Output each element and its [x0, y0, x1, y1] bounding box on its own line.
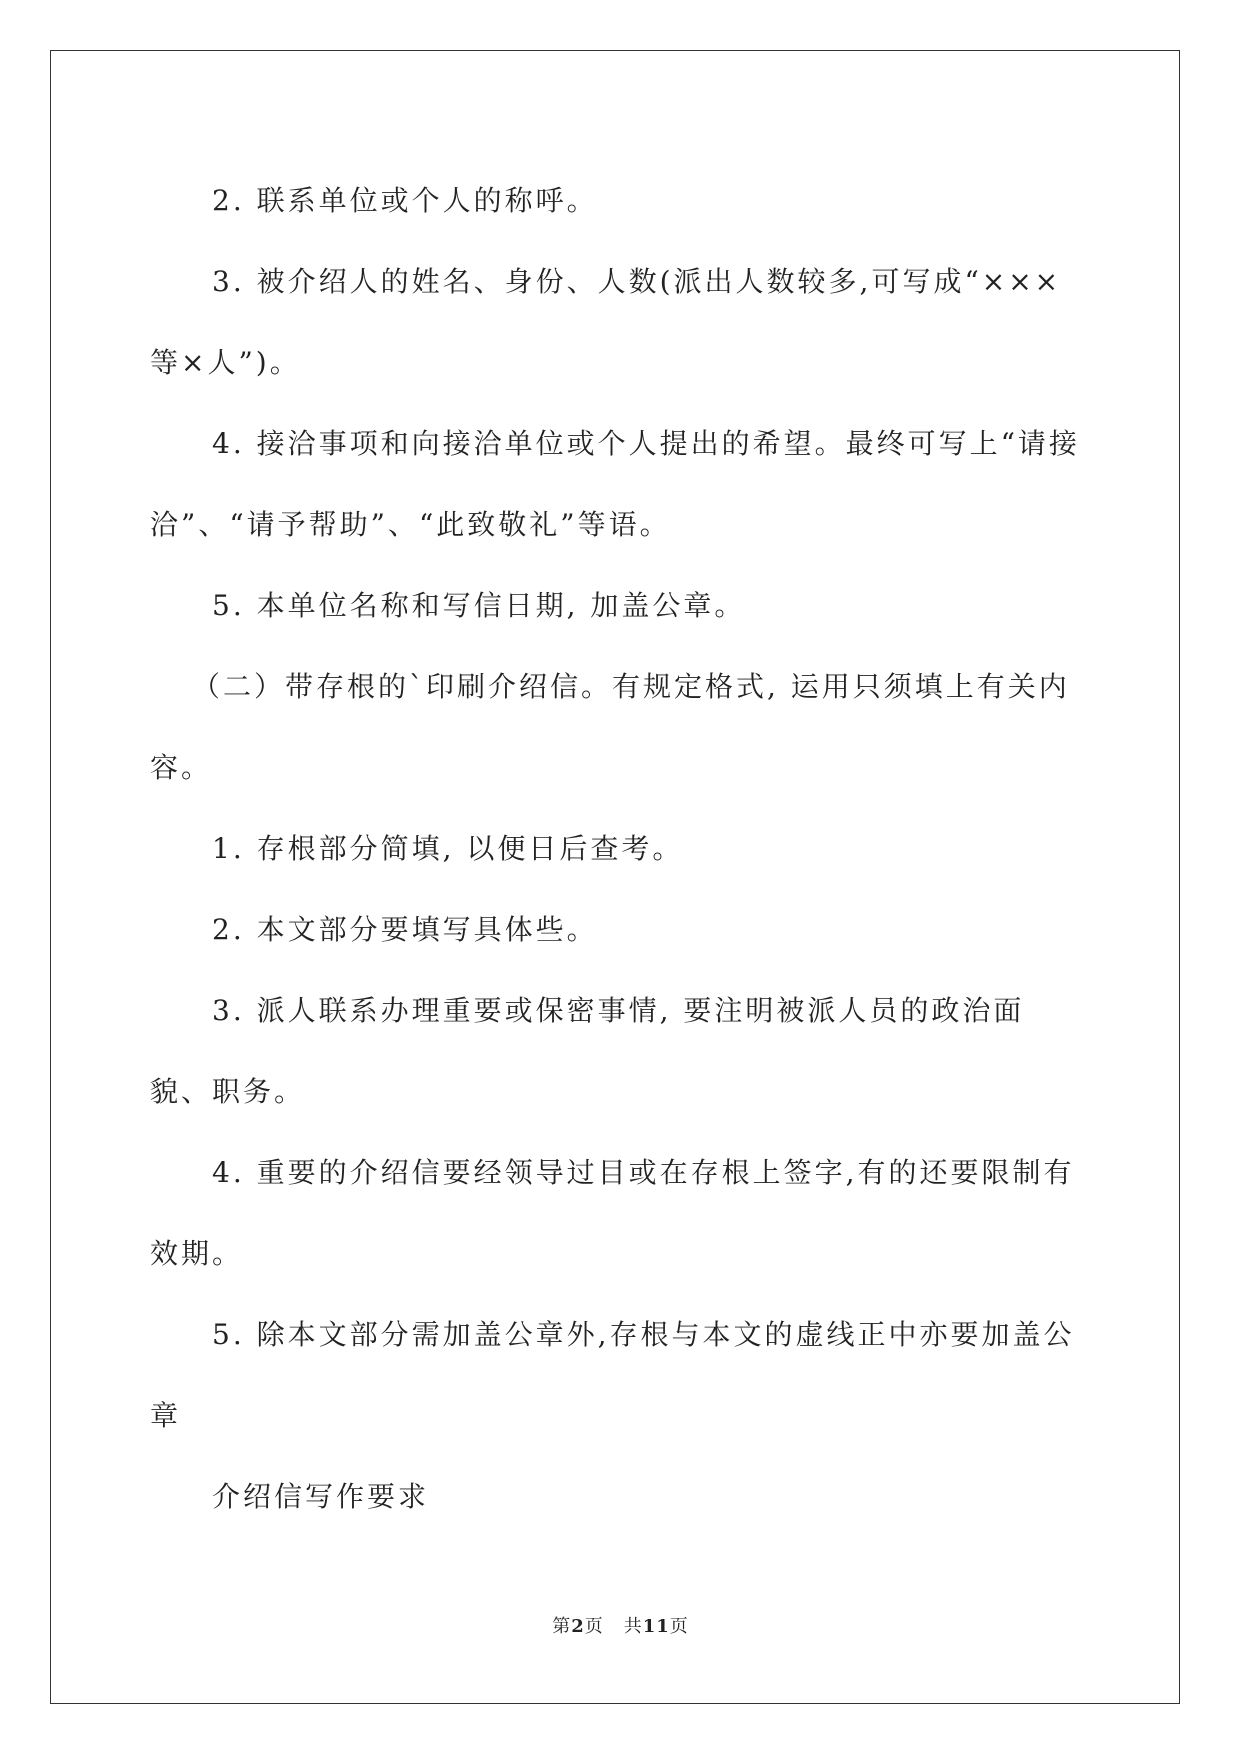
paragraph-stamp-item: 5. 除本文部分需加盖公章外,存根与本文的虚线正中亦要加盖公章	[150, 1318, 1075, 1432]
paragraph-introducee-item: 3. 被介绍人的姓名、身份、人数(派出人数较多,可写成“×××等×人”)。	[150, 265, 1062, 379]
paragraph-requirements-heading: 介绍信写作要求	[212, 1480, 430, 1513]
footer-total-prefix: 共	[623, 1616, 643, 1637]
footer-page-suffix: 页	[584, 1616, 604, 1637]
document-body	[150, 160, 1080, 1537]
paragraph-matters-item: 4. 接洽事项和向接洽单位或个人提出的希望。最终可写上“请接洽”、“请予帮助”、“此致敬礼”等语。	[150, 427, 1080, 541]
paragraph-section-two-heading: （二）带存根的`印刷介绍信。有规定格式, 运用只须填上有关内容。	[150, 670, 1070, 784]
paragraph-seal-item: 5. 本单位名称和写信日期, 加盖公章。	[212, 589, 746, 622]
footer-page-number: 2	[571, 1616, 585, 1637]
footer-total-suffix: 页	[669, 1616, 689, 1637]
paragraph-confidential-item: 3. 派人联系办理重要或保密事情, 要注明被派人员的政治面貌、职务。	[150, 994, 1025, 1108]
paragraph-stub-item: 1. 存根部分简填, 以便日后查考。	[212, 832, 684, 865]
page-footer	[0, 1612, 1241, 1638]
paragraph-body-item: 2. 本文部分要填写具体些。	[212, 913, 598, 946]
paragraph-salutation-item: 2. 联系单位或个人的称呼。	[212, 184, 598, 217]
paragraph-approval-item: 4. 重要的介绍信要经领导过目或在存根上签字,有的还要限制有效期。	[150, 1156, 1075, 1270]
footer-total-pages: 11	[642, 1616, 670, 1637]
footer-page-prefix: 第	[552, 1616, 572, 1637]
